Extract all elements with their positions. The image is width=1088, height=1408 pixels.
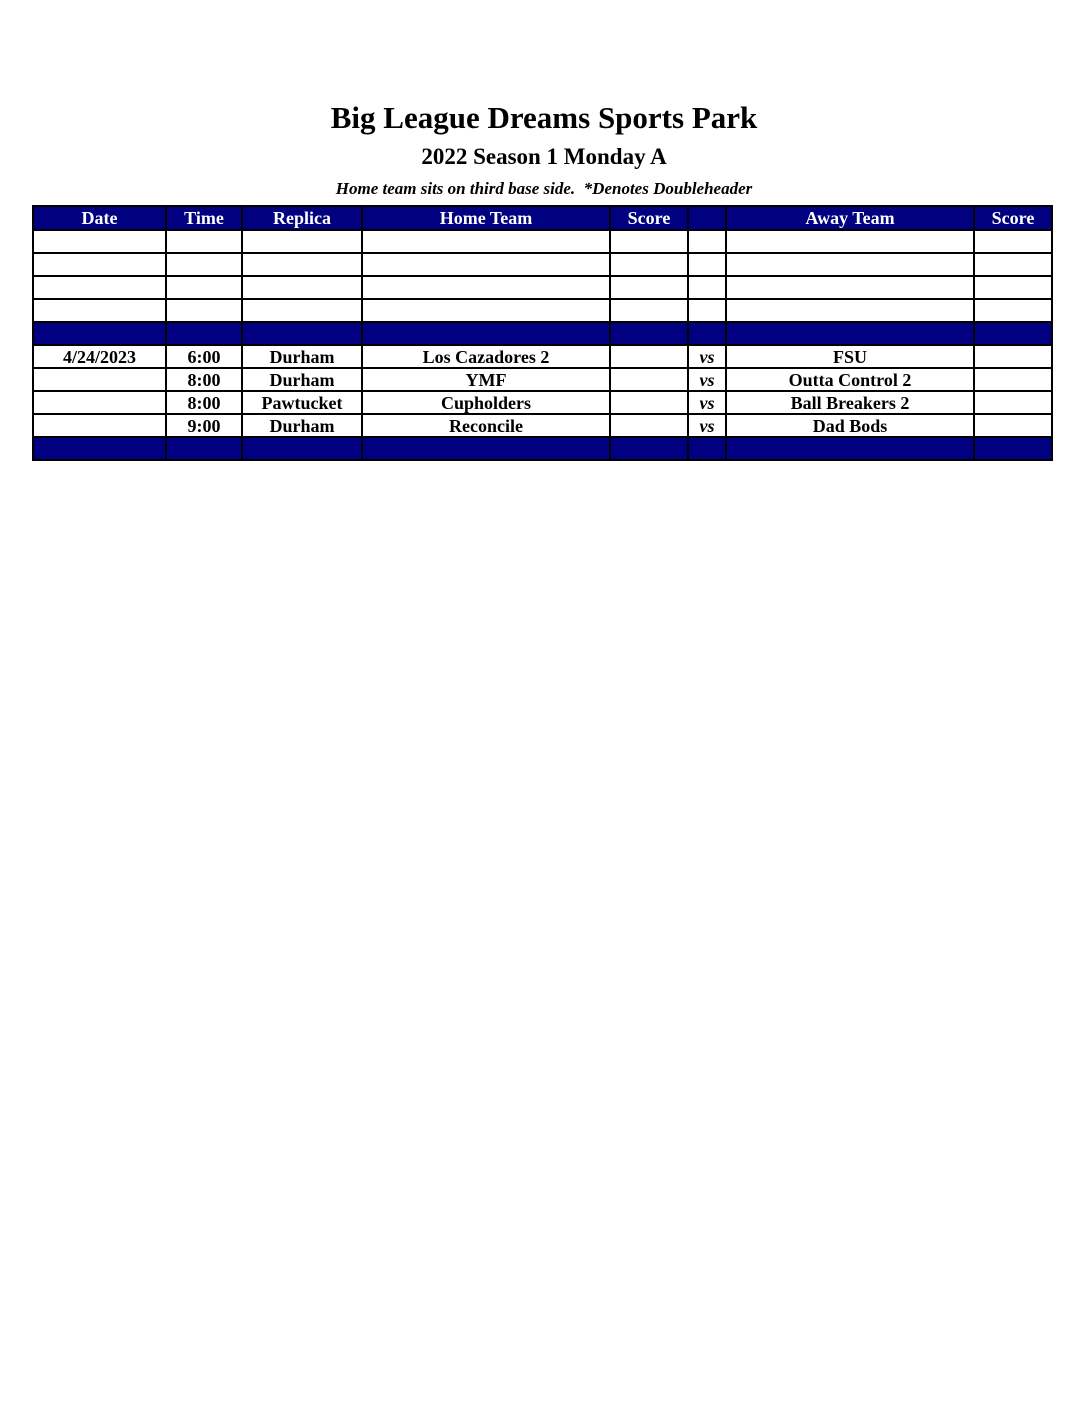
empty-cell [362,253,610,276]
vs-label: vs [688,368,726,391]
empty-cell [33,299,166,322]
game-row [33,414,1052,437]
empty-cell [242,299,362,322]
empty-cell [726,299,974,322]
home-score [610,391,688,414]
empty-cell [688,299,726,322]
away-team: Dad Bods [726,414,974,437]
away-score [974,391,1052,414]
vs-label: vs [688,391,726,414]
band-cell [610,322,688,345]
home-team: YMF [362,368,610,391]
game-time: 9:00 [166,414,242,437]
game-replica: Durham [242,414,362,437]
band-cell [974,437,1052,460]
band-cell [726,322,974,345]
game-time: 6:00 [166,345,242,368]
schedule-note: Home team sits on third base side. *Denotes Doubleheader [335,179,753,198]
column-header-time: Time [166,206,242,230]
column-header-away-score: Score [974,206,1052,230]
empty-cell [974,230,1052,253]
empty-cell [166,299,242,322]
empty-cell [33,253,166,276]
game-replica: Durham [242,368,362,391]
column-header-vs [688,206,726,230]
separator-band [33,322,1052,345]
empty-cell [242,253,362,276]
empty-row [33,253,1052,276]
empty-cell [362,276,610,299]
home-score [610,368,688,391]
game-row [33,345,1052,368]
game-date [33,368,166,391]
home-team: Reconcile [362,414,610,437]
column-header-date: Date [33,206,166,230]
empty-row [33,230,1052,253]
game-row [33,368,1052,391]
home-team: Cupholders [362,391,610,414]
empty-cell [242,276,362,299]
empty-cell [610,230,688,253]
away-team: Ball Breakers 2 [726,391,974,414]
away-score [974,368,1052,391]
home-score [610,414,688,437]
empty-cell [688,230,726,253]
schedule-table [32,205,1053,461]
vs-label: vs [688,345,726,368]
empty-cell [688,276,726,299]
season-subtitle: 2022 Season 1 Monday A [421,144,667,169]
empty-cell [726,276,974,299]
band-cell [688,322,726,345]
band-cell [166,322,242,345]
empty-cell [33,230,166,253]
away-team: Outta Control 2 [726,368,974,391]
game-time: 8:00 [166,368,242,391]
band-cell [726,437,974,460]
game-time: 8:00 [166,391,242,414]
away-team: FSU [726,345,974,368]
band-cell [33,322,166,345]
empty-cell [166,253,242,276]
empty-cell [974,299,1052,322]
empty-cell [974,276,1052,299]
band-cell [166,437,242,460]
game-date [33,414,166,437]
empty-cell [166,276,242,299]
empty-cell [610,276,688,299]
empty-cell [974,253,1052,276]
band-cell [610,437,688,460]
empty-cell [726,230,974,253]
empty-cell [726,253,974,276]
empty-cell [610,299,688,322]
column-header-home-team: Home Team [362,206,610,230]
table-header-row [33,206,1052,230]
game-date [33,391,166,414]
column-header-replica: Replica [242,206,362,230]
away-score [974,345,1052,368]
empty-cell [33,276,166,299]
empty-row [33,276,1052,299]
empty-cell [166,230,242,253]
band-cell [362,437,610,460]
empty-cell [688,253,726,276]
empty-cell [242,230,362,253]
band-cell [974,322,1052,345]
game-row [33,391,1052,414]
band-cell [688,437,726,460]
empty-row [33,299,1052,322]
empty-cell [362,299,610,322]
separator-band [33,437,1052,460]
empty-cell [362,230,610,253]
band-cell [362,322,610,345]
column-header-away-team: Away Team [726,206,974,230]
game-date: 4/24/2023 [33,345,166,368]
column-header-home-score: Score [610,206,688,230]
band-cell [242,437,362,460]
home-score [610,345,688,368]
empty-cell [610,253,688,276]
band-cell [242,322,362,345]
band-cell [33,437,166,460]
page-title: Big League Dreams Sports Park [330,100,758,135]
vs-label: vs [688,414,726,437]
home-team: Los Cazadores 2 [362,345,610,368]
game-replica: Pawtucket [242,391,362,414]
game-replica: Durham [242,345,362,368]
away-score [974,414,1052,437]
